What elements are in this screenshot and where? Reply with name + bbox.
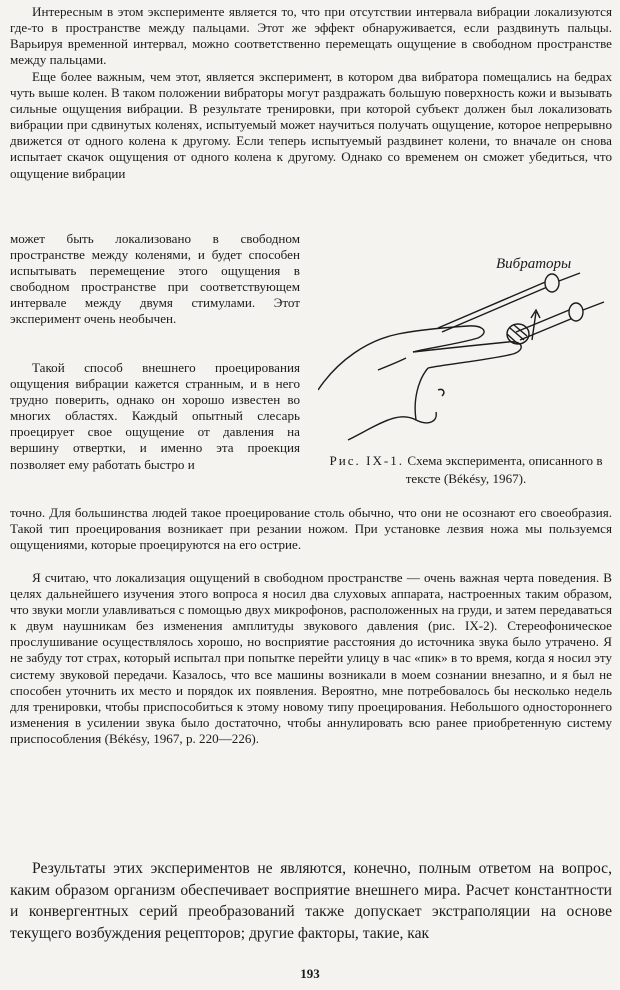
paragraph-1: Интересным в этом эксперименте является то, что при отсутствии интервала вибрации локализуются где-то в пространстве между пальцами. Этот же эффект обнаруживается, если раздвинуть пальцы. Варьируя временной интервал, можно соответственно перемещать ощущение в свободном пространстве между пальцами. <box>10 4 612 68</box>
paragraph-4: Я считаю, что локализация ощущений в свободном пространстве — очень важная черта поведения. В целях дальнейшего изучения этого вопроса я носил два слуховых аппарата, настроенных таким образом, что звуки могли улавливаться с помощью двух микрофонов, расположенных на груди, и затем передаваться к двум наушникам без изменения амплитуды звукового давления (рис. IX-2). Стереофоническое прослушивание осуществлялось хорошо, но восприятие расстояния до источника звука было утрачено. Я не забуду тот страх, который испытал при попытке перейти улицу в час «пик» в то время, когда я носил эту систему звуковой передачи. Казалось, что все машины возникали в моем сознании внезапно, и я был не способен уточнить их место и порядок их появления. Вероятно, мне потребовалось бы несколько недель для тренировки, чтобы приспособиться к этому новому типу проецирования. Небольшого одностороннего изменения в усилении звука было достаточно, чтобы аннулировать всю ранее приобретенную систему приспособления (Békésy, 1967, р. 220—226). <box>10 570 612 746</box>
hand-vibrators-illustration <box>318 240 614 450</box>
paragraph-2: Еще более важным, чем этот, является эксперимент, в котором два вибратора помещались на бедрах чуть выше колен. В таком положении вибраторы могут раздражать большую поверхность кожи и вызывать сильные ощущения вибрации. В результате тренировки, при которой субъект должен был локализовать вибрации при сдвинутых коленях, испытуемый может научиться получать ощущение, которое непрерывно движется от одного колена к другому. Если теперь испытуемый раздвинет колени, то вначале он снова испытает скачок ощущения от одного колена к другому. Однако со временем он сможет убедиться, что ощущение вибрации <box>10 69 612 181</box>
paragraph-5: Результаты этих экспериментов не являются, конечно, полным ответом на вопрос, каким образом организм обеспечивает восприятие внешнего мира. Расчет константности и конвергентных серий преобразований также допускает экстраполяции на основе текущего возбуждения рецепторов; другие факторы, такие, как <box>10 860 612 942</box>
caption-text: Схема эксперимента, описанного в тексте (Békésy, 1967). <box>405 453 603 486</box>
figure-label: Вибраторы <box>496 256 572 272</box>
paragraph-2-continued: может быть локализовано в свободном пространстве между коленями, и будет способен испытывать перемещение этого ощущения в свободном пространстве при соответствующем интервале между двумя стимулами. Этот эксперимент очень необычен. <box>10 231 300 327</box>
figure-caption <box>318 452 614 488</box>
paragraph-3-continued: точно. Для большинства людей такое проецирование столь обычно, что они не осознают его своеобразия. Такой тип проецирования возникает при резании ножом. При установке лезвия ножа мы пользуемся ощущениями, которые проецируются на его острие. <box>10 505 612 553</box>
caption-label: Рис. IX-1. <box>329 453 405 468</box>
page-number: 193 <box>300 966 320 981</box>
paragraph-3: Такой способ внешнего проецирования ощущения вибрации кажется странным, и в него трудно поверить, однако он хорошо известен во многих областях. Каждый опытный слесарь проецирует свое ощущение от давления на вершину отвертки, и именно эта проекция позволяет ему работать быстро и <box>10 360 300 472</box>
